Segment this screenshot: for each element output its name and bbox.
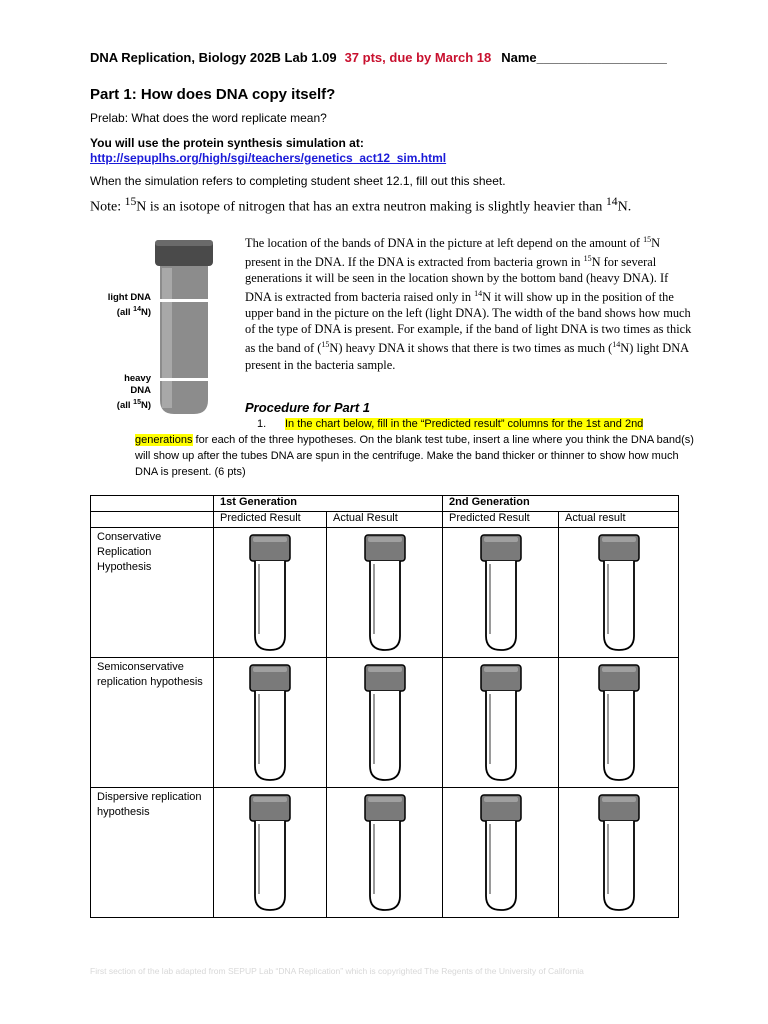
blank-test-tube-icon	[249, 534, 291, 652]
chart-generation-header	[91, 496, 679, 512]
blank-test-tube-icon	[598, 534, 640, 652]
instruction-text: for each of the three hypotheses. On the blank test tube, insert a line where you think the DNA band(s) will show up after the tubes DNA are spun in the centrifuge. Make the band thicker or thinner to show how much DNA is present. (6 pts)	[135, 434, 694, 478]
blank-test-tube-icon	[480, 794, 522, 912]
blank-test-tube-icon	[364, 794, 406, 912]
simulation-instruction: You will use the protein synthesis simulation at:	[90, 136, 364, 150]
hypothesis-label: Dispersive replication hypothesis	[91, 788, 214, 918]
dna-band-description: The location of the bands of DNA in the picture at left depend on the amount of $^{15}$N present in the DNA. If the DNA is extracted from bacteria grown in $^{15}$N for several generations it will be seen in the location shown by the bottom band (heavy DNA). If DNA is extracted from bacteria raised only in $^{14}$N it will show up in the position of the upper band in the picture on the left (light DNA). The width of the band shows how much of the type of DNA is present. For example, if the band of light DNA is two times as thick as the band of ($^{15}$N) heavy DNA it shows that there is two times as much ($^{14}$N) light DNA present in the bacteria sample.	[245, 235, 692, 372]
hypothesis-label: Semiconservative replication hypothesis	[91, 658, 214, 788]
prediction-chart	[90, 495, 679, 918]
chart-column-header	[91, 512, 679, 528]
gen2-header: 2nd Generation	[443, 496, 679, 512]
blank-test-tube-icon	[249, 794, 291, 912]
light-dna-band	[160, 299, 208, 302]
procedure-step-1	[135, 416, 695, 480]
blank-test-tube-icon	[364, 534, 406, 652]
part1-title: Part 1: How does DNA copy itself?	[90, 86, 336, 103]
sheet-instruction: When the simulation refers to completing student sheet 12.1, fill out this sheet.	[90, 174, 506, 188]
tube-cell[interactable]	[559, 528, 679, 658]
heavy-dna-label: heavy DNA (all $^{15}$N)	[116, 373, 151, 412]
chart-row-conservative	[91, 528, 679, 658]
tube-cell[interactable]	[214, 788, 327, 918]
tube-cell[interactable]	[327, 658, 443, 788]
isotope-note: Note: $^{15}$N is an isotope of nitrogen that has an extra neutron making is slightly heavier than $^{14}$N.	[90, 195, 632, 215]
prelab-question: Prelab: What does the word replicate mean?	[90, 111, 327, 125]
col-actual-2: Actual result	[559, 512, 679, 528]
label-header-cell	[91, 512, 214, 528]
points-due: 37 pts, due by March 18	[344, 50, 492, 65]
gen1-header: 1st Generation	[214, 496, 443, 512]
col-actual-1: Actual Result	[327, 512, 443, 528]
tube-cell[interactable]	[214, 658, 327, 788]
highlighted-instruction: In the chart below, fill in the “Predicted result” columns for the 1st and 2nd generations	[135, 418, 644, 446]
tube-cell[interactable]	[327, 528, 443, 658]
name-field: Name__________________	[501, 50, 667, 65]
blank-test-tube-icon	[249, 664, 291, 782]
step-number: 1.	[257, 418, 267, 430]
tube-cell[interactable]	[559, 788, 679, 918]
chart-row-semiconservative	[91, 658, 679, 788]
blank-test-tube-icon	[598, 664, 640, 782]
blank-test-tube-icon	[364, 664, 406, 782]
procedure-title: Procedure for Part 1	[245, 400, 370, 415]
tube-cell[interactable]	[214, 528, 327, 658]
worksheet-header	[90, 50, 667, 65]
blank-test-tube-icon	[480, 534, 522, 652]
chart-row-dispersive	[91, 788, 679, 918]
blank-test-tube-icon	[598, 794, 640, 912]
tube-cell[interactable]	[443, 528, 559, 658]
lab-title: DNA Replication, Biology 202B Lab 1.09	[90, 50, 337, 65]
blank-test-tube-icon	[480, 664, 522, 782]
heavy-dna-band	[160, 378, 208, 381]
copyright-footer: First section of the lab adapted from SEPUP Lab “DNA Replication” which is copyrighted The Regents of the University of California	[90, 966, 584, 976]
tube-cell[interactable]	[443, 658, 559, 788]
tube-cell[interactable]	[443, 788, 559, 918]
corner-cell	[91, 496, 214, 512]
simulation-link[interactable]: http://sepuplhs.org/high/sgi/teachers/genetics_act12_sim.html	[90, 151, 447, 165]
tube-cell[interactable]	[559, 658, 679, 788]
col-predicted-1: Predicted Result	[214, 512, 327, 528]
tube-cell[interactable]	[327, 788, 443, 918]
hypothesis-label: Conservative Replication Hypothesis	[91, 528, 214, 658]
dna-band-illustration	[107, 232, 235, 418]
light-dna-label: light DNA (all $^{14}$N)	[107, 292, 151, 319]
col-predicted-2: Predicted Result	[443, 512, 559, 528]
